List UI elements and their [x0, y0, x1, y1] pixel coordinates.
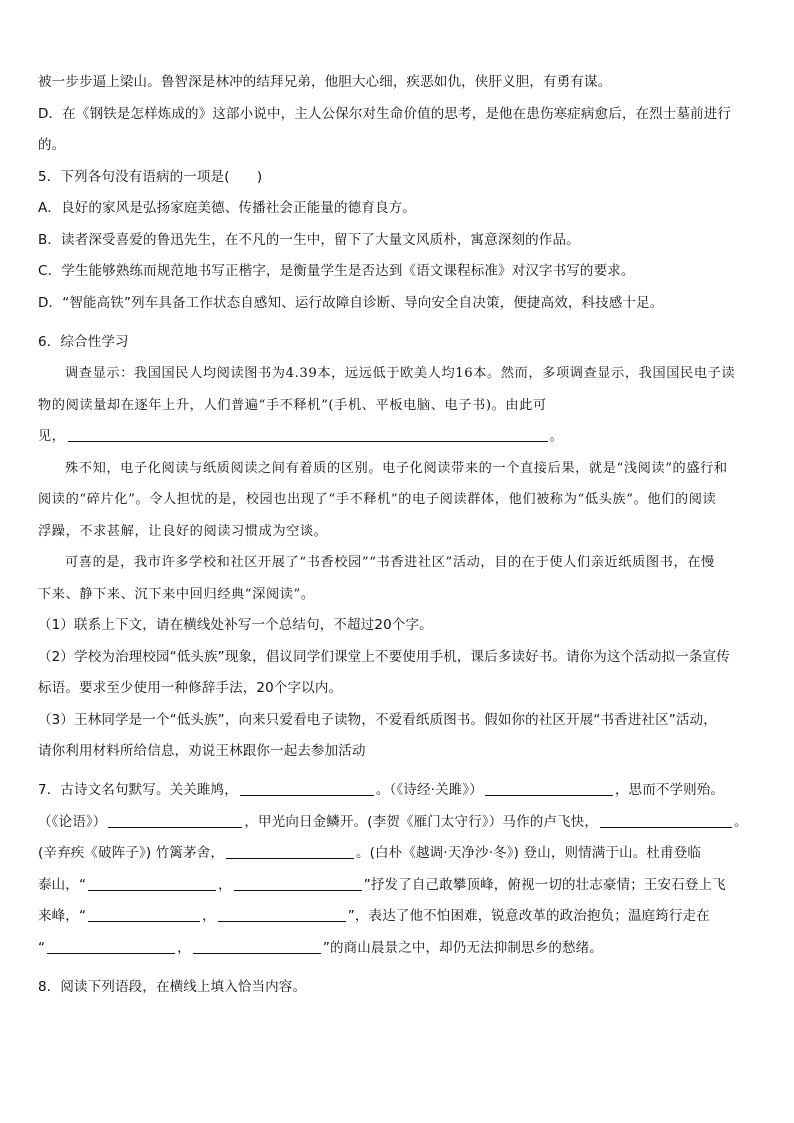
answer-blank[interactable] [226, 844, 354, 859]
passage-line: 物的阅读量却在逐年上升，人们普遍“手不释机”(手机、平板电脑、电子书)。由此可 [38, 397, 547, 413]
poem-text: ， [202, 908, 216, 924]
answer-blank[interactable] [108, 813, 242, 828]
poem-text: ，思而不学则殆。 [614, 782, 725, 798]
poem-text: 。(白朴《越调·天净沙·冬》) 登山，则情满于山。杜甫登临 [355, 845, 701, 861]
question-5-option-d: D．“智能高铁”列车具备工作状态自感知、运行故障自诊断、导向安全自决策，便捷高效，科技感十足。 [38, 294, 664, 311]
answer-blank[interactable] [234, 876, 362, 891]
question-5-option-c: C．学生能够熟练而规范地书写正楷字，是衡量学生是否达到《语文课程标准》对汉字书写的要求。 [38, 263, 635, 279]
sub-question-3-cont: 请你利用材料所给信息，劝说王林跟你一起去参加活动 [38, 743, 366, 759]
answer-blank[interactable] [47, 939, 175, 954]
sub-question-1: （1）联系上下文，请在横线处补写一个总结句，不超过20个字。 [38, 617, 433, 633]
answer-blank[interactable] [88, 876, 216, 891]
answer-blank[interactable] [193, 939, 321, 954]
passage-line: 可喜的是，我市许多学校和社区开展了“书香校园”“书香进社区”活动，目的在于使人们亲近纸质图书，在慢 [65, 555, 715, 570]
question-6-title: 6．综合性学习 [38, 333, 129, 350]
question-7-line [38, 875, 760, 896]
poem-text: 来峰，“ [38, 908, 87, 924]
question-7-line [38, 812, 760, 833]
question-5-stem: 5．下列各句没有语病的一项是( ) [38, 168, 263, 185]
option-d-text-cont: 的。 [38, 137, 66, 153]
poem-text: ”抒发了自己敢攀顶峰，俯视一切的壮志豪情；王安石登上飞 [363, 876, 726, 893]
passage-line: 浮躁，不求甚解，让良好的阅读习惯成为空谈。 [38, 523, 328, 539]
poem-text: 。 [733, 813, 748, 830]
question-8-stem: 8．阅读下列语段，在横线上填入恰当内容。 [38, 978, 307, 995]
question-7-line [38, 906, 760, 927]
exam-page [38, 72, 760, 1008]
poem-source: （《论语》） [38, 813, 107, 830]
question-5-option-b: B．读者深受喜爱的鲁迅先生，在不凡的一生中，留下了大量文风质朴，寓意深刻的作品。 [38, 231, 580, 248]
poem-source: (辛弃疾《破阵子》) 竹篱茅舍， [38, 845, 224, 861]
question-7-stem: 7．古诗文名句默写。关关雎鸠， [38, 782, 238, 798]
option-d-text: D．在《钢铁是怎样炼成的》这部小说中，主人公保尔对生命价值的思考，是他在患伤寒症病愈后，在烈士墓前进行 [38, 105, 732, 122]
poem-text: ， [177, 939, 191, 956]
passage-line: 下来、静下来、沉下来中回归经典“深阅读”。 [38, 586, 315, 602]
poem-text: 泰山，“ [38, 876, 87, 893]
answer-blank[interactable] [485, 781, 613, 796]
passage-text: 见， [38, 429, 66, 444]
question-7-line [38, 843, 760, 864]
passage-line: 阅读的“碎片化”。令人担忧的是，校园也出现了“手不释机”的电子阅读群体，他们被称为“低头族”。他们的阅读 [38, 492, 717, 507]
question-7-line [38, 780, 760, 801]
passage-text: 。 [549, 429, 564, 444]
question-5-option-a: A．良好的家风是弘扬家庭美德、传播社会正能量的德育良方。 [38, 200, 416, 216]
sub-question-3: （3）王林同学是一个“低头族”，向来只爱看电子读物，不爱看纸质图书。假如你的社区开展“书香进社区”活动， [38, 711, 717, 728]
sub-question-2: （2）学校为治理校园“低头族”现象，倡议同学们课堂上不要使用手机，课后多读好书。请你为这个活动拟一条宣传 [38, 648, 730, 665]
answer-blank[interactable] [218, 907, 346, 922]
question-7-line [38, 938, 760, 959]
answer-blank[interactable] [240, 781, 374, 796]
sub-question-2-cont: 标语。要求至少使用一种修辞手法，20个字以内。 [38, 680, 343, 696]
poem-text: “ [38, 939, 46, 956]
answer-blank[interactable] [68, 427, 548, 442]
answer-blank[interactable] [600, 813, 732, 828]
poem-source: 。（《诗经·关雎》） [375, 782, 483, 798]
poem-text: ”的商山晨景之中，却仍无法抑制思乡的愁绪。 [322, 939, 603, 956]
poem-text: ， [218, 876, 232, 893]
passage-line: 殊不知，电子化阅读与纸质阅读之间有着质的区别。电子化阅读带来的一个直接后果，就是“浅阅读”的盛行和 [65, 460, 728, 476]
passage-line: 调查显示：我国国民人均阅读图书为4.39本，远远低于欧美人均16本。然而，多项调查显示，我国国民电子读 [65, 366, 736, 381]
poem-text: ，甲光向日金鳞开。(李贺《雁门太守行》）马作的卢飞快， [244, 813, 598, 830]
text-line: 被一步步逼上梁山。鲁智深是林冲的结拜兄弟，他胆大心细，疾恶如仇，侠肝义胆，有勇有谋。 [38, 74, 612, 90]
poem-text: ”，表达了他不怕困难，锐意改革的政治抱负；温庭筠行走在 [347, 908, 710, 924]
passage-fill-line [38, 426, 760, 447]
answer-blank[interactable] [88, 907, 200, 922]
